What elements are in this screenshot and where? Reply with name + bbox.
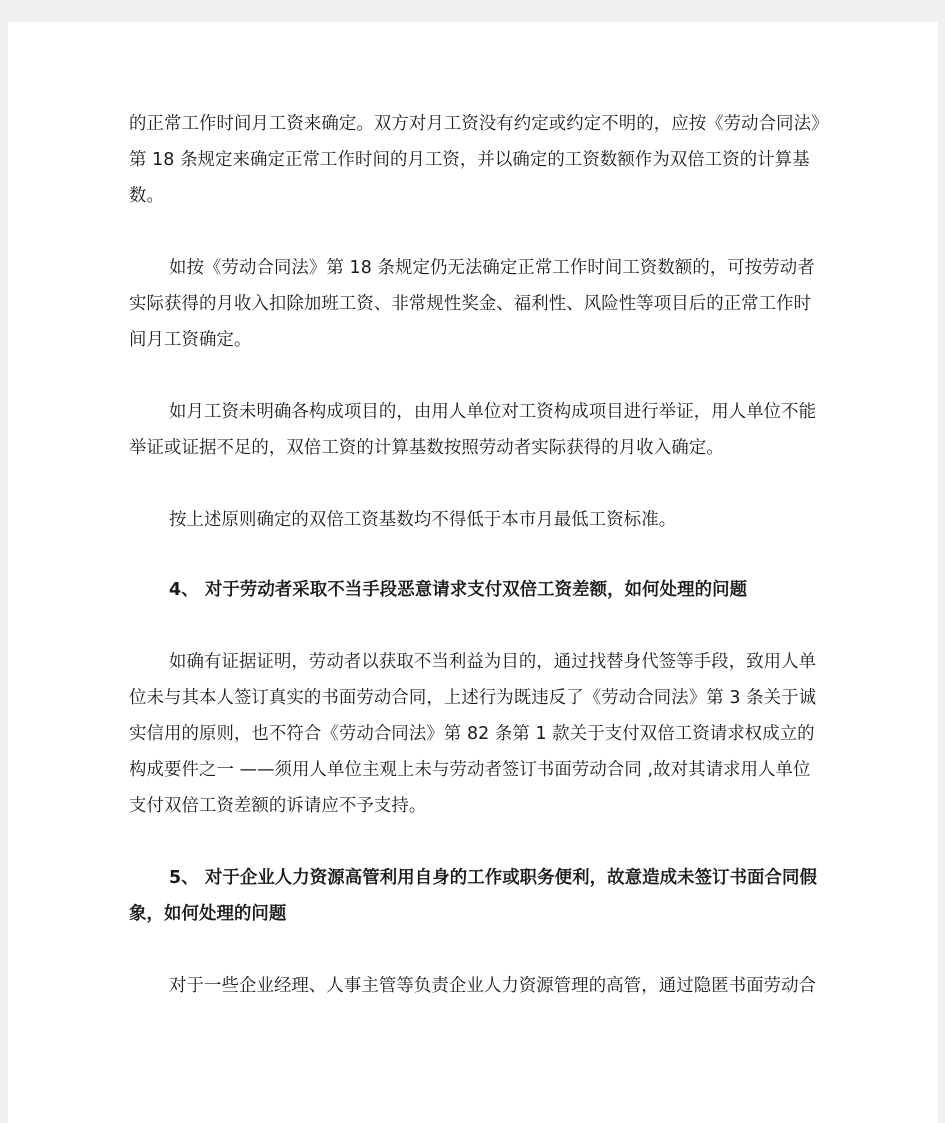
paragraph-6-line-1: 对于一些企业经理、人事主管等负责企业人力资源管理的高管，通过隐匿书面劳动合 [169,976,817,996]
section-heading-5-line-2: 象，如何处理的问题 [129,904,287,924]
paragraph-3-line-1: 如月工资未明确各构成项目的，由用人单位对工资构成项目进行举证，用人单位不能 [169,402,817,422]
paragraph-2-line-1: 如按《劳动合同法》第 18 条规定仍无法确定正常工作时间工资数额的，可按劳动者 [169,258,815,278]
paragraph-1-line-2: 第 18 条规定来确定正常工作时间的月工资，并以确定的工资数额作为双倍工资的计算基 [129,150,810,170]
document-page [8,22,938,1123]
paragraph-4-line-1: 按上述原则确定的双倍工资基数均不得低于本市月最低工资标准。 [169,510,677,530]
paragraph-2-line-2: 实际获得的月收入扣除加班工资、非常规性奖金、福利性、风险性等项目后的正常工作时 [129,294,812,314]
paragraph-5-line-1: 如确有证据证明，劳动者以获取不当利益为目的，通过找替身代签等手段，致用人单 [169,652,817,672]
paragraph-5-line-3: 实信用的原则，也不符合《劳动合同法》第 82 条第 1 款关于支付双倍工资请求权成立的 [129,724,815,744]
section-heading-5-line-1: 5、 对于企业人力资源高管利用自身的工作或职务便利，故意造成未签订书面合同假 [169,868,818,888]
paragraph-5-line-2: 位未与其本人签订真实的书面劳动合同，上述行为既违反了《劳动合同法》第 3 条关于诚 [129,688,817,708]
paragraph-5-line-4: 构成要件之一 ——须用人单位主观上未与劳动者签订书面劳动合同 ,故对其请求用人单位 [129,760,811,780]
paragraph-1-line-1: 的正常工作时间月工资来确定。双方对月工资没有约定或约定不明的，应按《劳动合同法》 [129,114,829,134]
paragraph-1-line-3: 数。 [129,186,164,206]
paragraph-5-line-5: 支付双倍工资差额的诉请应不予支持。 [129,796,427,816]
paragraph-2-line-3: 间月工资确定。 [129,330,252,350]
section-heading-4: 4、 对于劳动者采取不当手段恶意请求支付双倍工资差额，如何处理的问题 [169,580,748,600]
paragraph-3-line-2: 举证或证据不足的，双倍工资的计算基数按照劳动者实际获得的月收入确定。 [129,438,724,458]
